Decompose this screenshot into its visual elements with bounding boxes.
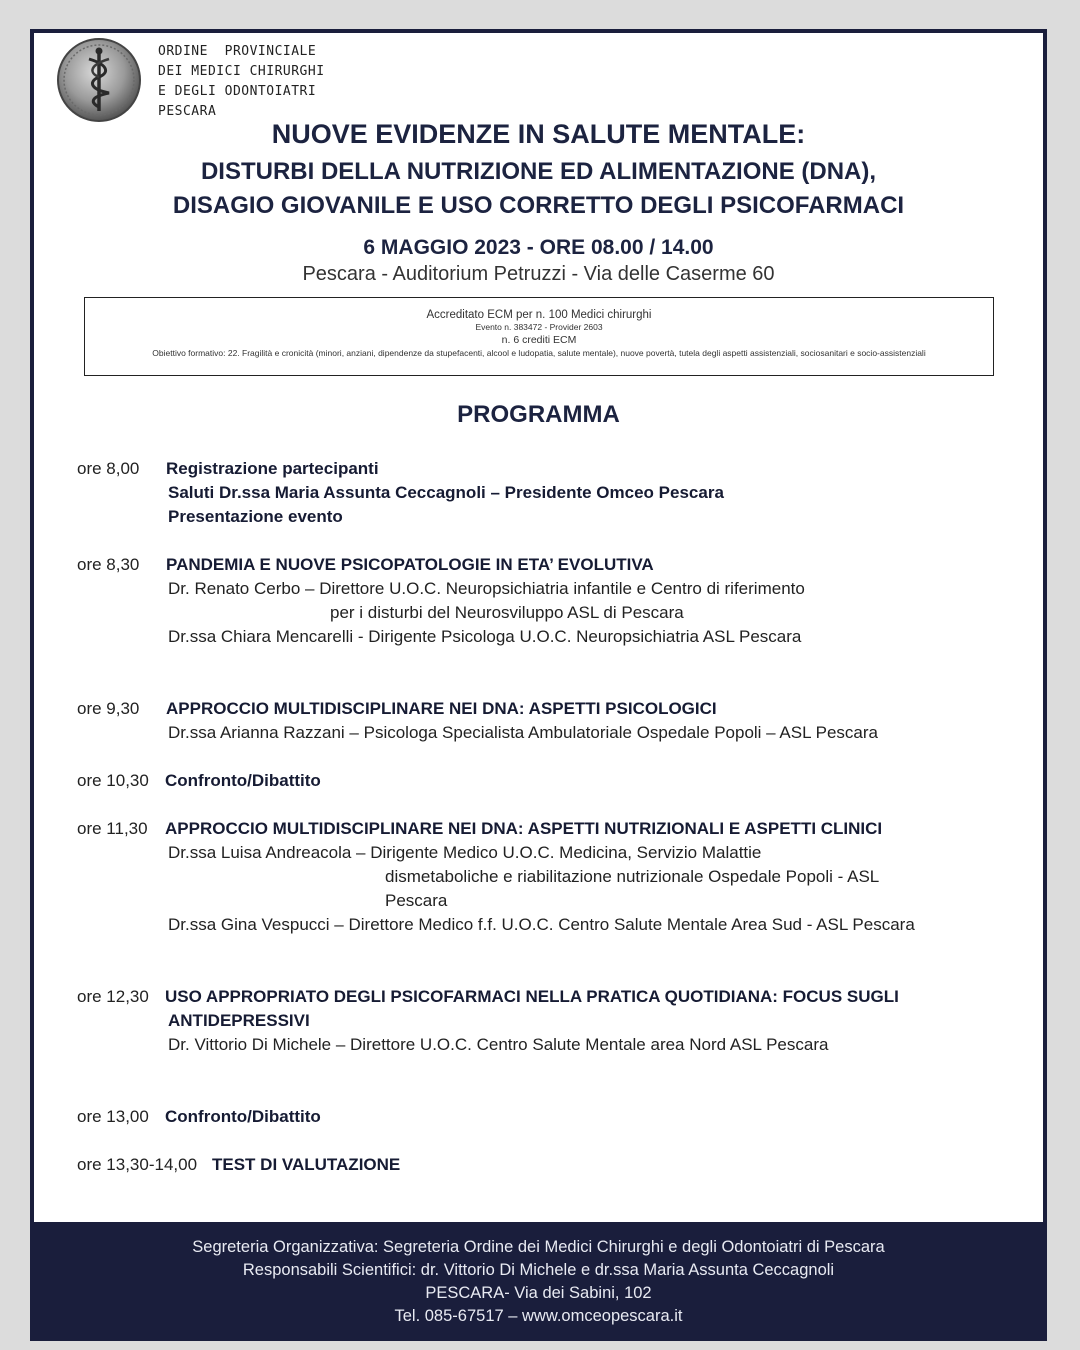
- caduceus-coin-logo-icon: [56, 37, 142, 123]
- footer-secretariat: Segreteria Organizzativa: Segreteria Ordine dei Medici Chirurghi e degli Odontoiatri di Pescara: [192, 1238, 885, 1256]
- program-line: Dr.ssa Arianna Razzani – Psicologa Specialista Ambulatoriale Ospedale Popoli – ASL Pescara: [168, 723, 878, 742]
- org-line: DEI MEDICI CHIRURGHI: [158, 64, 325, 79]
- program-time: ore 8,00: [77, 459, 140, 478]
- event-venue: Pescara - Auditorium Petruzzi - Via delle Caserme 60: [302, 263, 775, 285]
- program-line: dismetaboliche e riabilitazione nutrizionale Ospedale Popoli - ASL: [385, 867, 880, 886]
- program-line: Dr. Vittorio Di Michele – Direttore U.O.C. Centro Salute Mentale area Nord ASL Pescara: [168, 1035, 829, 1054]
- footer-contacts: [30, 1222, 1047, 1341]
- org-line: E DEGLI ODONTOIATRI: [158, 84, 317, 99]
- program-body: [166, 553, 996, 649]
- program-title: Registrazione partecipanti: [166, 459, 379, 478]
- program-time: ore 13,00: [77, 1107, 149, 1126]
- program-line: Pescara: [385, 891, 448, 910]
- ecm-credits: n. 6 crediti ECM: [501, 334, 577, 346]
- programma-heading: PROGRAMMA: [457, 401, 620, 428]
- program-time: ore 11,30: [77, 819, 148, 838]
- footer-address: PESCARA- Via dei Sabini, 102: [425, 1284, 652, 1302]
- footer-phone-website: Tel. 085-67517 – www.omceopescara.it: [394, 1307, 683, 1325]
- program-title: Confronto/Dibattito: [165, 1107, 321, 1126]
- footer-scientific-leads: Responsabili Scientifici: dr. Vittorio Di Michele e dr.ssa Maria Assunta Ceccagnoli: [242, 1261, 835, 1279]
- ecm-event-number: Evento n. 383472 - Provider 2603: [475, 322, 603, 332]
- program-line: Dr.ssa Luisa Andreacola – Dirigente Medico U.O.C. Medicina, Servizio Malattie: [168, 843, 762, 862]
- ecm-accreditation-box: [84, 297, 994, 376]
- program-time: ore 12,30: [77, 987, 149, 1006]
- subtitle: [34, 155, 1043, 223]
- program-body: [166, 457, 996, 529]
- org-line: ORDINE PROVINCIALE: [158, 44, 317, 59]
- program-line: Saluti Dr.ssa Maria Assunta Ceccagnoli – Presidente Omceo Pescara: [168, 483, 724, 502]
- program-title: Confronto/Dibattito: [165, 771, 321, 790]
- program-body: [165, 1105, 995, 1129]
- program-body: [212, 1153, 1042, 1177]
- program-line: Dr. Renato Cerbo – Direttore U.O.C. Neuropsichiatria infantile e Centro di riferimento: [168, 579, 805, 598]
- ecm-objective: Obiettivo formativo: 22. Fragilità e cronicità (minori, anziani, dipendenze da stupefacenti, alcool e ludopatia, salute mentale), nuove povertà, tutela degli aspetti assistenziali, sociosanitari e socio-assistenziali: [152, 348, 926, 358]
- program-line: Presentazione evento: [168, 507, 343, 526]
- ecm-accreditation: Accreditato ECM per n. 100 Medici chirurghi: [426, 309, 652, 321]
- org-line: PESCARA: [158, 104, 217, 119]
- program-line: Dr.ssa Chiara Mencarelli - Dirigente Psicologa U.O.C. Neuropsichiatria ASL Pescara: [168, 627, 802, 646]
- program-title: TEST DI VALUTAZIONE: [212, 1155, 401, 1174]
- program-line: Dr.ssa Gina Vespucci – Direttore Medico f.f. U.O.C. Centro Salute Mentale Area Sud - ASL Pescara: [168, 915, 915, 934]
- program-time: ore 10,30: [77, 771, 149, 790]
- program-time: ore 13,30-14,00: [77, 1155, 198, 1174]
- program-title: USO APPROPRIATO DEGLI PSICOFARMACI NELLA PRATICA QUOTIDIANA: FOCUS SUGLI: [165, 987, 899, 1006]
- main-title: NUOVE EVIDENZE IN SALUTE MENTALE:: [271, 119, 806, 149]
- subtitle-line-1: DISTURBI DELLA NUTRIZIONE ED ALIMENTAZIONE (DNA),: [200, 158, 877, 185]
- program-title: APPROCCIO MULTIDISCIPLINARE NEI DNA: ASPETTI NUTRIZIONALI E ASPETTI CLINICI: [165, 819, 883, 838]
- program-time: ore 9,30: [77, 699, 140, 718]
- poster-paper: [34, 33, 1043, 1222]
- program-time: ore 8,30: [77, 555, 140, 574]
- program-body: [165, 769, 995, 793]
- poster-frame: [30, 29, 1047, 1341]
- program-body: [166, 697, 996, 745]
- org-name: [158, 42, 325, 122]
- event-date: 6 MAGGIO 2023 - ORE 08.00 / 14.00: [363, 236, 714, 259]
- program-body: [165, 817, 995, 937]
- subtitle-line-2: DISAGIO GIOVANILE E USO CORRETTO DEGLI PSICOFARMACI: [172, 192, 905, 219]
- program-title-continued: ANTIDEPRESSIVI: [168, 1011, 310, 1030]
- program-title: PANDEMIA E NUOVE PSICOPATOLOGIE IN ETA’ EVOLUTIVA: [166, 555, 654, 574]
- program-title: APPROCCIO MULTIDISCIPLINARE NEI DNA: ASPETTI PSICOLOGICI: [166, 699, 717, 718]
- program-line: per i disturbi del Neurosviluppo ASL di Pescara: [330, 603, 684, 622]
- program-body: [165, 985, 995, 1057]
